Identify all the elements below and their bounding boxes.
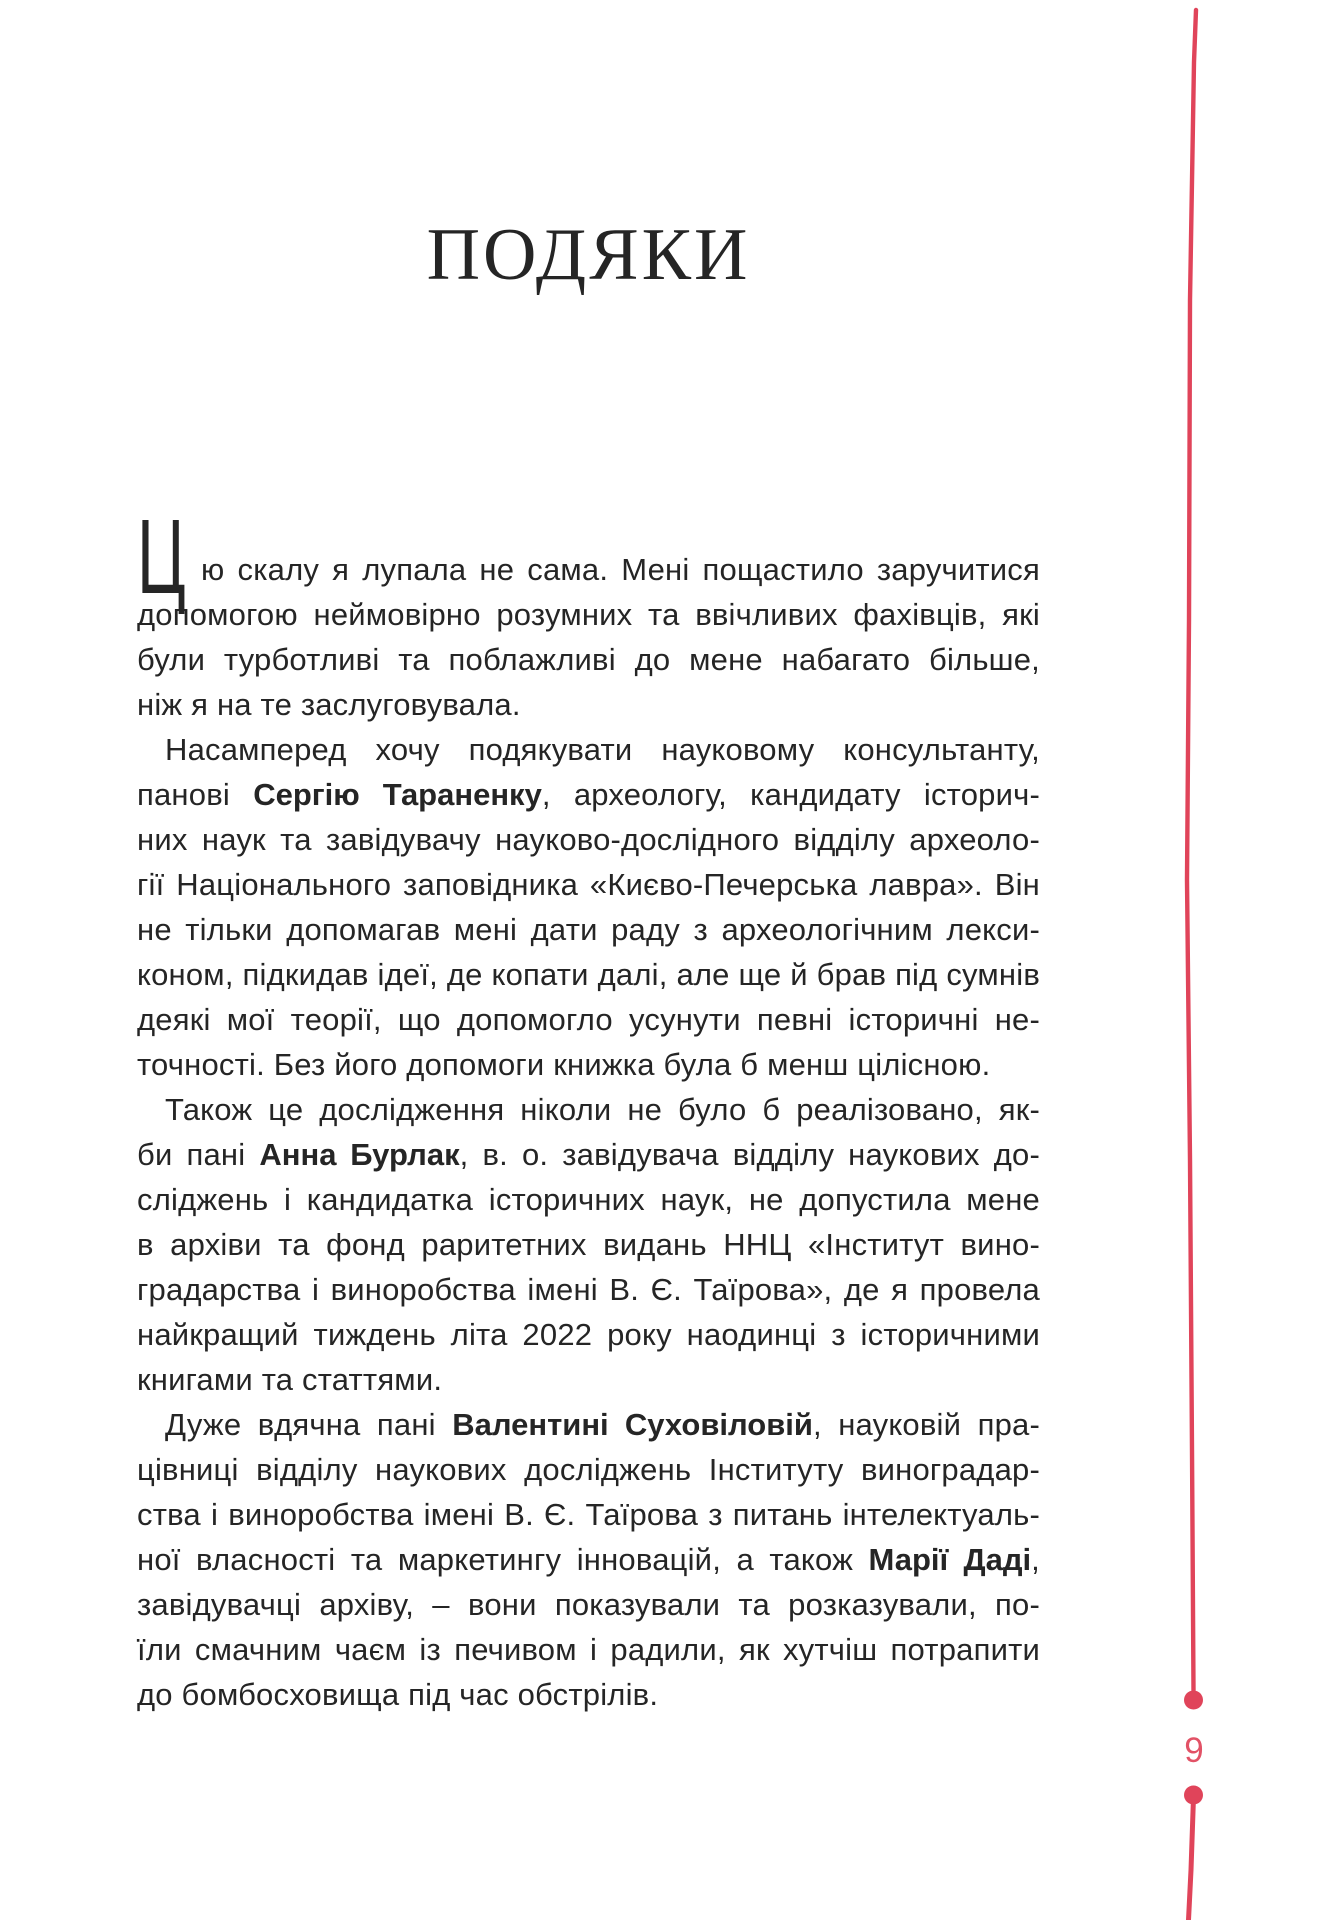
red-margin-line-top [1187, 10, 1196, 1690]
page-number: 9 [1184, 1731, 1204, 1770]
page-title: ПОДЯКИ [426, 214, 751, 296]
text-line: найкращий тиждень літа 2022 року наодинці з історичними [137, 1317, 1040, 1352]
text-line: Також це дослідження ніколи не було б реалізовано, як- [165, 1092, 1040, 1127]
text-line: них наук та завідувачу науково-дослідного відділу археоло- [137, 822, 1040, 857]
text-block [137, 547, 1040, 1717]
text-line: би пані Анна Бурлак, в. о. завідувача відділу наукових до- [137, 1137, 1041, 1172]
drop-cap: Ц [137, 498, 186, 616]
text-line: в архіви та фонд раритетних видань ННЦ «Інститут вино- [137, 1227, 1040, 1262]
text-line: до бомбосховища під час обстрілів. [137, 1677, 659, 1712]
text-line: панові Сергію Тараненку, археологу, кандидату історич- [137, 777, 1041, 812]
text-line: точності. Без його допомоги книжка була б менш цілісною. [137, 1047, 991, 1082]
text-line: книгами та статтями. [137, 1362, 443, 1397]
text-line: цівниці відділу наукових досліджень Інституту виноградар- [137, 1452, 1040, 1487]
text-line: градарства і виноробства імені В. Є. Таїрова», де я провела [137, 1272, 1040, 1307]
text-line: ю скалу я лупала не сама. Мені пощастило заручитися [201, 552, 1040, 587]
text-line: були турботливі та поблажливі до мене набагато більше, [137, 642, 1040, 677]
text-line: деякі мої теорії, що допомогло усунути певні історичні не- [137, 1002, 1040, 1037]
text-line: допомогою неймовірно розумних та ввічливих фахівців, які [137, 597, 1040, 632]
text-line: ної власності та маркетингу інновацій, а також Марії Даді, [137, 1542, 1040, 1577]
text-line: сліджень і кандидатка історичних наук, не допустила мене [137, 1182, 1040, 1217]
text-line: ніж я на те заслуговувала. [137, 687, 521, 722]
text-line: не тільки допомагав мені дати раду з археологічним лекси- [137, 912, 1040, 947]
red-dot-top [1184, 1691, 1203, 1710]
text-line: їли смачним чаєм із печивом і радили, як хутчіш потрапити [137, 1632, 1040, 1667]
text-line: Насамперед хочу подякувати науковому консультанту, [165, 732, 1040, 767]
text-line: гії Національного заповідника «Києво-Печерська лавра». Він [137, 867, 1040, 902]
text-line: ства і виноробства імені В. Є. Таїрова з питань інтелектуаль- [137, 1497, 1040, 1532]
red-margin-line-bottom [1189, 1797, 1194, 1920]
red-dot-bottom [1184, 1786, 1203, 1805]
text-line: коном, підкидав ідеї, де копати далі, але ще й брав під сумнів [137, 957, 1040, 992]
text-line: Дуже вдячна пані Валентині Суховіловій, науковій пра- [165, 1407, 1040, 1442]
text-line: завідувачці архіву, – вони показували та розказували, по- [137, 1587, 1040, 1622]
